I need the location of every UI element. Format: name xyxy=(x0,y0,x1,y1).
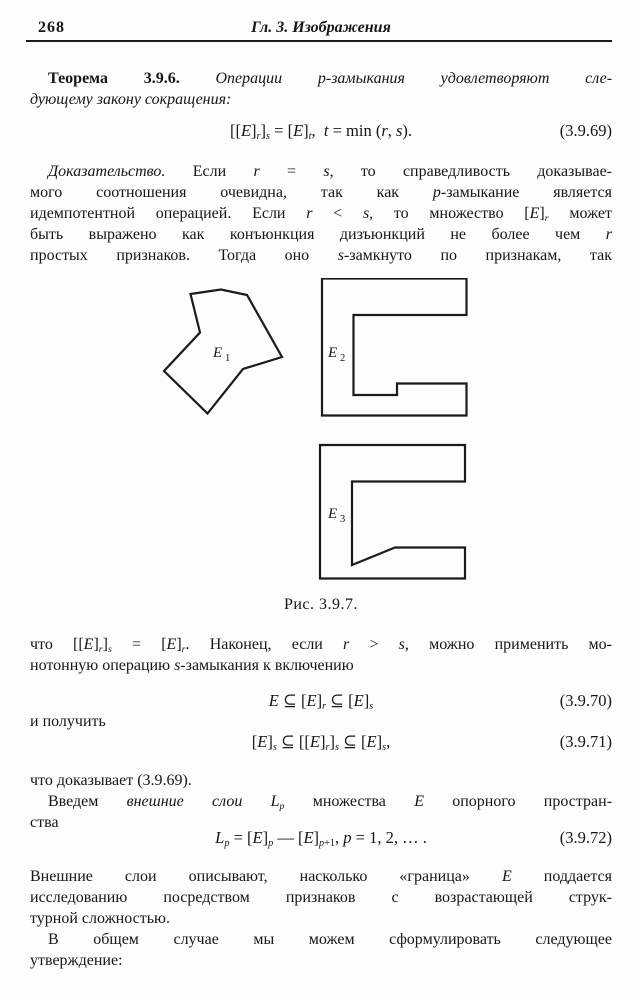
label-e3-subscript: 3 xyxy=(340,514,346,525)
header-rule xyxy=(26,40,612,42)
equation-body: $[E]_s$ ⊆ $[[E]_r]_s$ ⊆ $[E]_s$, xyxy=(251,732,391,753)
equation-3-9-70 xyxy=(30,690,612,712)
label-e3: E xyxy=(328,506,338,522)
text-line: нотонную операцию s-замыкания к включению xyxy=(30,657,354,674)
equation-3-9-72 xyxy=(30,827,612,849)
label-e1: E xyxy=(213,345,223,361)
connector-text xyxy=(30,711,612,732)
continuation-paragraph xyxy=(30,634,612,676)
equation-number: (3.9.72) xyxy=(559,828,612,847)
page-number: 268 xyxy=(38,19,65,36)
equation-body: $L_p = [E]_p$ — $[E]_{p+1}$, p = 1, 2, … . xyxy=(215,828,427,849)
text-line: дующему закону сокращения: xyxy=(30,91,232,108)
text-line: ства xyxy=(30,814,59,831)
label-e2-subscript: 2 xyxy=(340,353,346,364)
equation-body: E ⊆ $[E]_r$ ⊆ $[E]_s$ xyxy=(268,691,374,712)
equation-number: (3.9.71) xyxy=(559,732,612,751)
equation-body: $[[E]_r]_s = [E]_t$, t = min (r, s). xyxy=(229,121,413,142)
running-title: Гл. 3. Изображения xyxy=(251,19,391,36)
theorem-label: Теорема 3.9.6. xyxy=(48,70,180,87)
text-line: и получить xyxy=(30,713,106,730)
text-line: простых признаков. Тогда оно s-замкнуто по признакам, так xyxy=(30,247,612,264)
equation-3-9-71 xyxy=(30,731,612,753)
text-line: Внешние слои описывают, насколько «граница» E поддается xyxy=(30,868,612,885)
outer-layers-paragraph xyxy=(30,866,612,929)
shape-e3 xyxy=(320,445,465,579)
text-line: В общем случае мы можем сформулировать следующее xyxy=(48,931,612,948)
shape-e1 xyxy=(164,290,282,414)
figure-3-9-7 xyxy=(0,278,640,594)
text-line: мого соотношения очевидна, так как p-замыкание является xyxy=(30,184,613,201)
text-line: исследованию посредством признаков с возрастающей струк- xyxy=(30,889,612,906)
text-line xyxy=(30,68,612,89)
shape-e2 xyxy=(322,279,467,416)
text-line: Доказательство. Если r = s, то справедливость доказывае- xyxy=(48,163,613,180)
text-line: быть выражено как конъюнкция дизъюнкций не более чем r xyxy=(30,226,612,243)
closing-paragraph xyxy=(30,929,612,971)
text-line: Введем внешние слои $L_p$ множества E опорного простран- xyxy=(48,793,613,812)
label-e1-subscript: 1 xyxy=(225,353,231,364)
page-header xyxy=(30,19,612,39)
proves-text xyxy=(30,770,612,791)
text-line: что $[[E]_r]_s = [E]_r$. Наконец, если r > s, можно применить мо- xyxy=(30,636,613,655)
equation-number: (3.9.70) xyxy=(559,691,612,710)
equation-number: (3.9.69) xyxy=(559,121,612,140)
label-e2: E xyxy=(328,345,338,361)
proof-paragraph xyxy=(30,161,612,266)
text-line: утверждение: xyxy=(30,952,123,969)
equation-3-9-69 xyxy=(30,120,612,142)
text-line: идемпотентной операцией. Если r < s, то множество $[E]_r$ может xyxy=(30,205,613,224)
theorem-statement: Операции p-замыкания удовлетворяют сле- xyxy=(215,70,613,87)
figure-caption: Рис. 3.9.7. xyxy=(283,596,359,613)
text-line: что доказывает (3.9.69). xyxy=(30,772,192,789)
text-line: турной сложностью. xyxy=(30,910,170,927)
theorem-paragraph xyxy=(30,68,612,110)
